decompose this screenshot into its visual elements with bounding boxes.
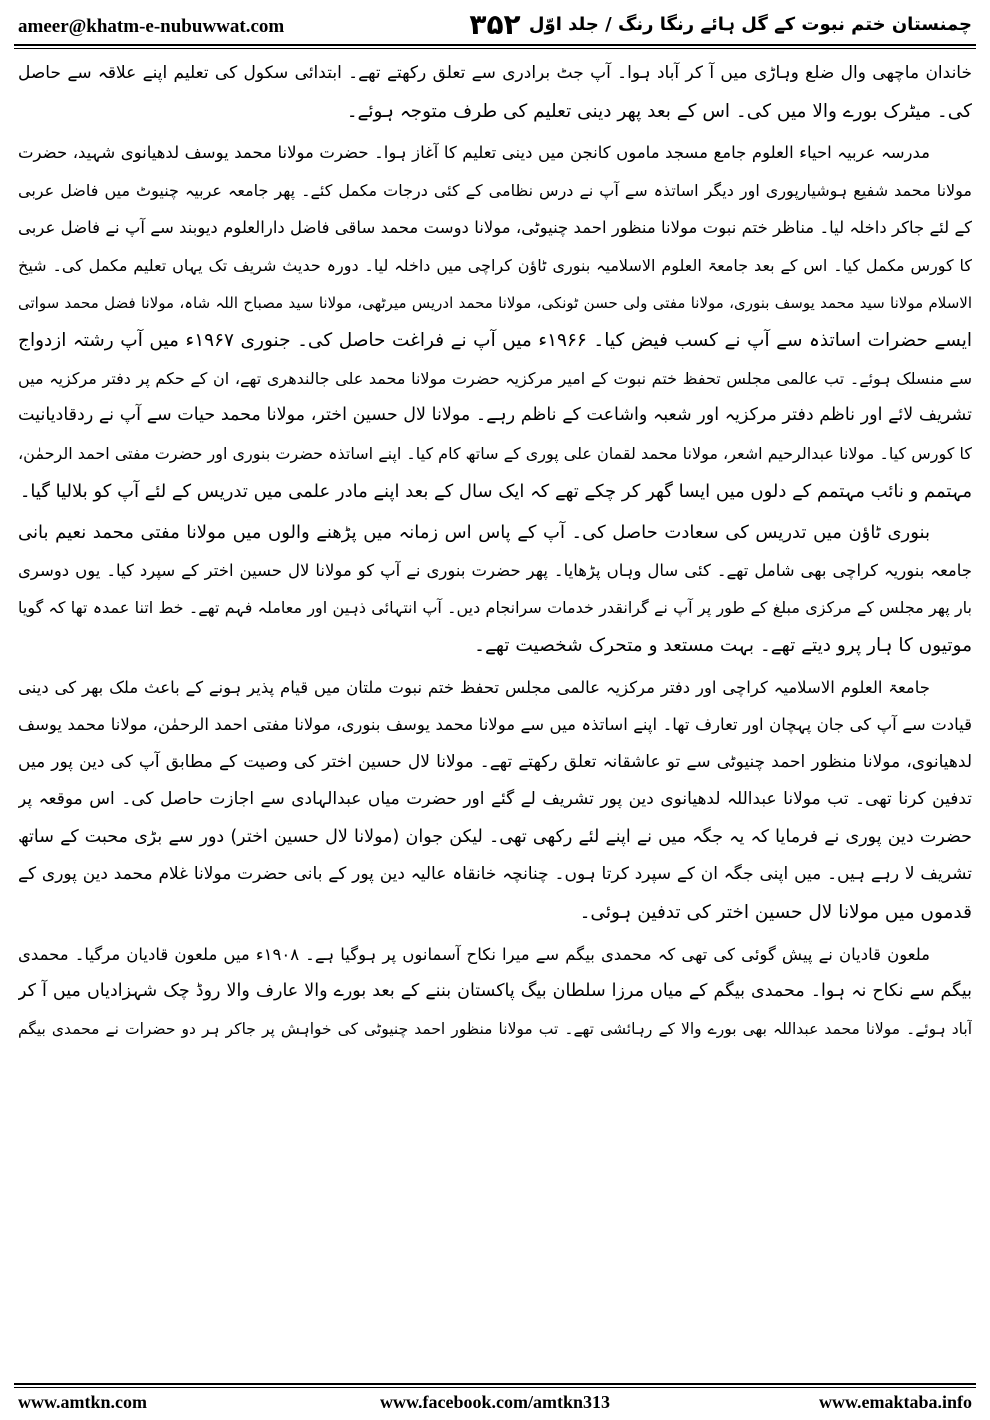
paragraph-5 <box>18 936 972 1049</box>
text-line: قیادت سے آپ کی جان پہچان اور تعارف تھا۔ اپنے اساتذہ میں سے مولانا محمد یوسف بنوری، مولانا مفتی احمد الرحمٰن، مولانا محمد یوسف <box>18 715 972 735</box>
text-line: تشریف لا رہے ہیں۔ میں اپنی جگہ ان کے سپرد کرتا ہوں۔ چنانچہ خانقاہ عالیہ دین پور کے بانی حضرت مولانا غلام محمد دین پوری کے <box>18 864 972 885</box>
page-body <box>18 55 972 1377</box>
text-line: کا کورس کیا۔ مولانا عبدالرحیم اشعر، مولانا محمد لقمان علی پوری کے ساتھ کام کیا۔ اپنے اساتذہ حضرت بنوری اور حضرت مفتی احمد الرحمٰن، <box>18 443 972 463</box>
text-line: حضرت دین پوری نے فرمایا کہ یہ جگہ میں نے اپنے لئے رکھی تھی۔ لیکن جوان (مولانا لال حسین اختر) دور سے بڑی محبت کے ساتھ <box>18 826 972 847</box>
footer-link-facebook[interactable]: www.facebook.com/amtkn313 <box>380 1392 610 1412</box>
text-line: مدرسہ عربیہ احیاء العلوم جامع مسجد ماموں کانجن میں دینی تعلیم کا آغاز ہوا۔ حضرت مولانا محمد یوسف لدھیانوی شہید، حضرت <box>18 143 930 163</box>
text-line: جامعۃ العلوم الاسلامیہ کراچی اور دفتر مرکزیہ عالمی مجلس تحفظ ختم نبوت ملتان میں قیام پذیر ہونے کے باعث ملک بھر کی دینی <box>18 677 930 697</box>
footer-link-emaktaba[interactable]: www.emaktaba.info <box>818 1392 972 1412</box>
text-line: ایسے حضرات اساتذہ سے آپ نے کسب فیض کیا۔ ۱۹۶۶ء میں آپ نے فراغت حاصل کی۔ جنوری ۱۹۶۷ء میں آپ رشتہ ازدواج <box>18 330 972 352</box>
text-line: مہتمم و نائب مہتمم کے دلوں میں ایسا گھر کر چکے تھے کہ ایک سال کے بعد اپنے مادر علمی میں تدریس کے لئے آپ کو بلالیا گیا۔ <box>19 480 972 502</box>
text-line: بیگم سے نکاح نہ ہوا۔ محمدی بیگم کے میاں مرزا سلطان بیگ پاکستان بننے کے بعد بورے والا عارف والا روڈ چک شہزادیاں میں آ کر <box>18 981 972 1002</box>
text-line: جامعہ بنوریہ کراچی بھی شامل تھے۔ کئی سال وہاں پڑھایا۔ پھر حضرت بنوری نے آپ کو مولانا لال حسین اختر کے سپرد کیا۔ یوں دوسری <box>18 560 972 580</box>
text-line: بنوری ٹاؤن میں تدریس کی سعادت حاصل کی۔ آپ کے پاس اس زمانہ میں پڑھنے والوں میں مولانا مفتی محمد نعیم بانی <box>18 522 930 544</box>
page-number: ۳۵۲ <box>469 8 521 41</box>
paragraph-1 <box>18 55 972 130</box>
text-line: تدفین کرنا تھی۔ تب مولانا عبداللہ لدھیانوی دین پور تشریف لے گئے اور حضرت میاں عبدالہادی سے اجازت حاصل کی۔ اس موقعہ پر <box>18 789 972 810</box>
text-line: موتیوں کا ہار پرو دیتے تھے۔ بہت مستعد و متحرک شخصیت تھے۔ <box>474 634 972 656</box>
paragraph-4 <box>18 669 972 932</box>
text-line: کی۔ میٹرک بورے والا میں کی۔ اس کے بعد پھر دینی تعلیم کی طرف متوجہ ہوئے۔ <box>346 100 972 122</box>
text-line: کے لئے جاکر داخلہ لیا۔ مناظر ختم نبوت مولانا منظور احمد چنیوٹی، مولانا دوست محمد ساقی فاضل دارالعلوم دیوبند سے آپ نے فاضل عربی <box>18 218 972 238</box>
book-title: چمنستان ختم نبوت کے گل ہائے رنگا رنگ / جلد اوّل <box>528 14 972 35</box>
text-line: خاندان ماچھی وال ضلع وہاڑی میں آ کر آباد ہوا۔ آپ جٹ برادری سے تعلق رکھتے تھے۔ ابتدائی سکول کی تعلیم اپنے علاقہ سے حاصل <box>18 63 972 83</box>
text-line: لدھیانوی، مولانا منظور احمد چنیوٹی سے تو عاشقانہ تعلق رکھتے تھے۔ مولانا لال حسین اختر کی وصیت کے مطابق آپ کی دین پور میں <box>18 751 972 772</box>
text-line: بار پھر مجلس کے مرکزی مبلغ کے طور پر آپ نے گرانقدر خدمات سرانجام دیں۔ آپ انتہائی ذہین اور معاملہ فہم تھے۔ خط اتنا عمدہ تھا کہ گویا <box>18 598 972 618</box>
footer-link-website[interactable]: www.amtkn.com <box>18 1392 147 1412</box>
text-line: ملعون قادیان نے پیش گوئی کی تھی کہ محمدی بیگم سے میرا نکاح آسمانوں پر ہوگیا ہے۔ ۱۹۰۸ء میں ملعون قادیان مرگیا۔ محمدی <box>18 944 930 964</box>
text-line: سے منسلک ہوئے۔ تب عالمی مجلس تحفظ ختم نبوت کے امیر مرکزیہ حضرت مولانا محمد علی جالندھری تھے، ان کے حکم پر دفتر مرکزیہ میں <box>18 368 972 388</box>
header-divider <box>14 44 976 49</box>
text-line: کا کورس مکمل کیا۔ اس کے بعد جامعۃ العلوم الاسلامیہ بنوری ٹاؤن کراچی میں داخلہ لیا۔ دورہ حدیث شریف تک یہاں تعلیم مکمل کی۔ شیخ <box>18 255 972 275</box>
text-line: آباد ہوئے۔ مولانا محمد عبداللہ بھی بورے والا کے رہائشی تھے۔ تب مولانا منظور احمد چنیوٹی کی خواہش پر جاکر ہر دو حضرات نے محمدی بیگم <box>18 1019 972 1038</box>
paragraph-2 <box>18 134 972 510</box>
text-line: الاسلام مولانا سید محمد یوسف بنوری، مولانا مفتی ولی حسن ٹونکی، مولانا محمد ادریس میرٹھی، مولانا سید مصباح اللہ شاہ، مولانا فضل محمد سواتی <box>18 293 972 312</box>
page-header <box>14 8 976 42</box>
page-footer <box>14 1390 976 1416</box>
text-line: تشریف لائے اور ناظم دفتر مرکزیہ اور شعبہ واشاعت کے ناظم رہے۔ مولانا لال حسین اختر، مولانا محمد حیات سے آپ نے ردقادیانیت <box>18 405 972 426</box>
text-line: قدموں میں مولانا لال حسین اختر کی تدفین ہوئی۔ <box>579 902 972 924</box>
paragraph-3 <box>18 514 972 664</box>
footer-divider <box>14 1383 976 1388</box>
header-email: ameer@khatm-e-nubuwwat.com <box>18 16 285 37</box>
text-line: مولانا محمد شفیع ہوشیارپوری اور دیگر اساتذہ سے آپ نے درس نظامی کے کئی درجات مکمل کئے۔ پھر جامعہ عربیہ چنیوٹ میں فاضل عربی <box>18 180 972 200</box>
